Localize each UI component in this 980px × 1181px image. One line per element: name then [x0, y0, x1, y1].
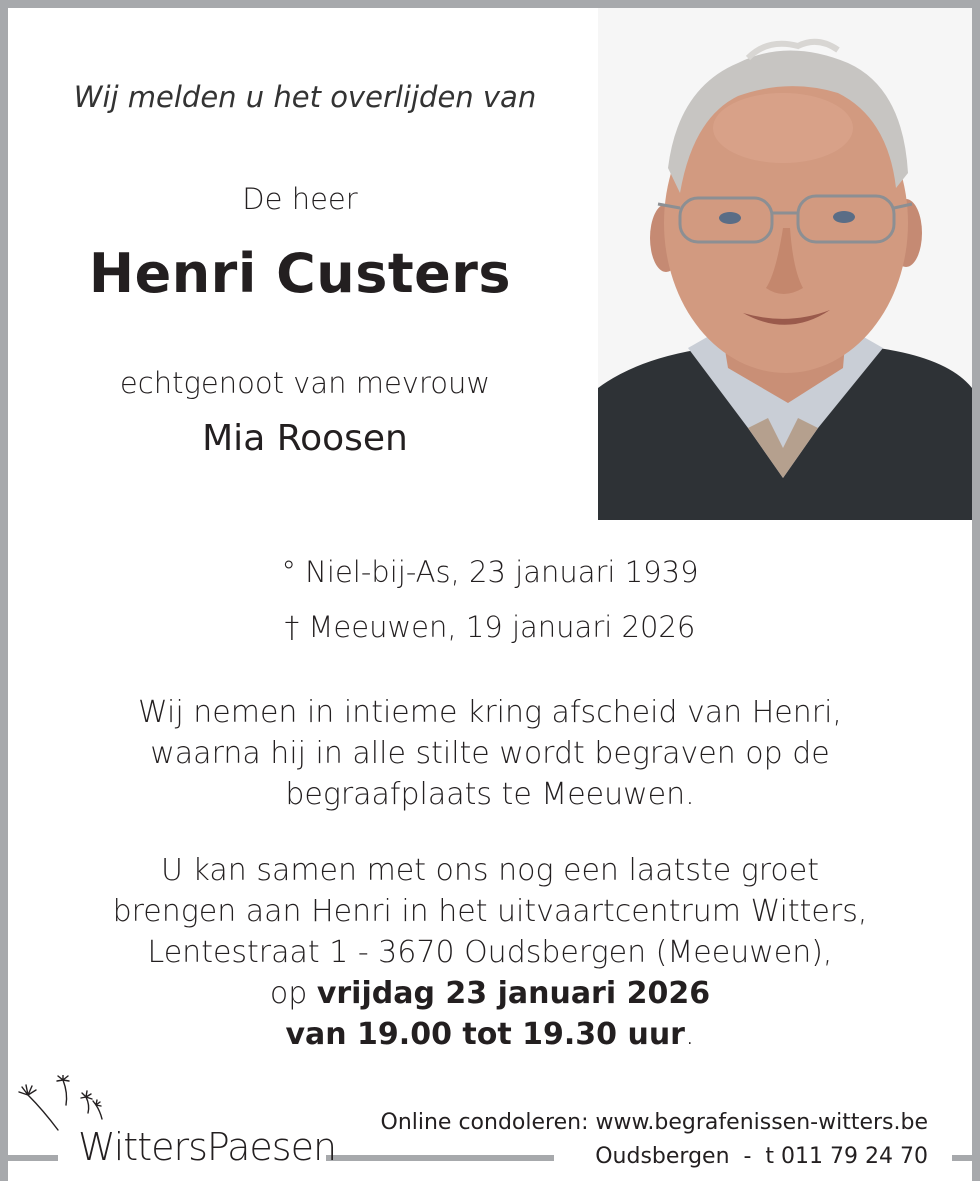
- footer-rule-middle: [326, 1155, 554, 1161]
- spouse-name: Mia Roosen: [202, 418, 408, 459]
- intro-text: Wij melden u het overlijden van: [73, 80, 537, 114]
- visitation-date-line: [40, 973, 940, 1014]
- visitation-date: vrijdag 23 januari 2026: [316, 976, 711, 1011]
- paragraph-line: Lentestraat 1 - 3670 Oudsbergen (Meeuwen),: [147, 935, 833, 970]
- death-line: † Meeuwen, 19 januari 2026: [284, 610, 696, 644]
- paragraph-line: waarna hij in alle stilte wordt begraven op de: [150, 736, 830, 771]
- contact-phone: Oudsbergen - t 011 79 24 70: [595, 1144, 928, 1169]
- paragraph-line: brengen aan Henri in het uitvaartcentrum Witters,: [112, 894, 868, 929]
- funeral-paragraph: [40, 692, 940, 815]
- honorific: De heer: [242, 182, 358, 216]
- portrait-photo: [598, 8, 972, 520]
- company-logo-text: WittersPaesen: [78, 1125, 337, 1169]
- footer-rule-right: [952, 1155, 980, 1161]
- birth-line: ° Niel-bij-As, 23 januari 1939: [281, 555, 699, 589]
- paragraph-line: begraafplaats te Meeuwen.: [285, 777, 695, 812]
- online-condolence-text: Online condoleren: www.begrafenissen-witters.be: [380, 1110, 928, 1135]
- date-prefix: op: [269, 976, 317, 1011]
- paragraph-line: U kan samen met ons nog een laatste groet: [161, 853, 819, 888]
- deceased-name: Henri Custers: [88, 242, 512, 305]
- paragraph-line: Wij nemen in intieme kring afscheid van Henri,: [138, 695, 842, 730]
- visitation-time-line: [40, 1014, 940, 1055]
- visitation-time: van 19.00 tot 19.30 uur: [285, 1017, 685, 1052]
- visitation-paragraph: [40, 850, 940, 1055]
- spouse-label: echtgenoot van mevrouw: [119, 366, 491, 400]
- time-suffix: .: [684, 1017, 695, 1052]
